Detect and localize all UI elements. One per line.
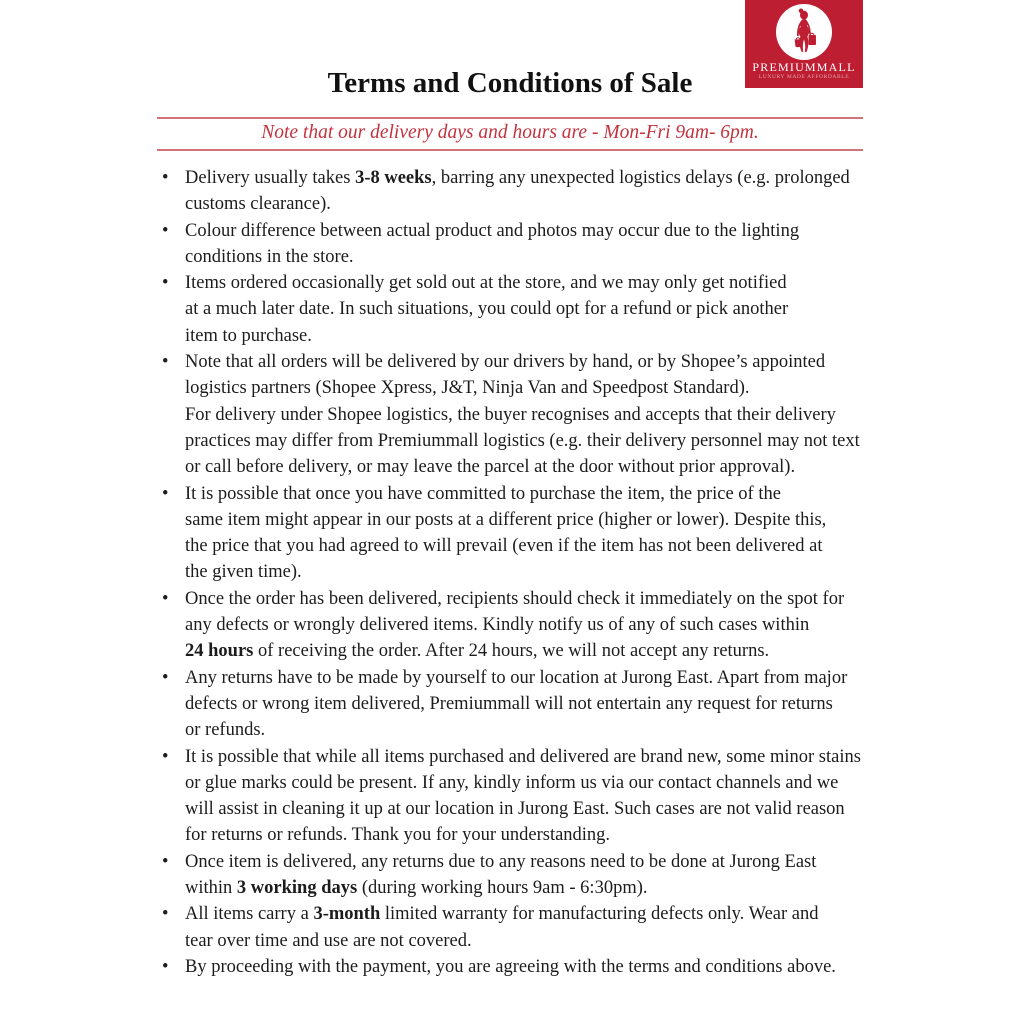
brand-tagline: LUXURY MADE AFFORDABLE (758, 74, 850, 80)
delivery-note-banner (157, 117, 863, 151)
delivery-note-text: Note that our delivery days and hours are - Mon-Fri 9am- 6pm. (261, 122, 759, 143)
brand-logo (745, 0, 863, 88)
list-item: • Once the order has been delivered, recipients should check it immediately on the spot for any defects or wrongly delivered items. Kindly notify us of any of such cases within 24 hours of receiving the order. After 24 hours, we will not accept any returns. (157, 586, 863, 665)
list-item: • It is possible that once you have committed to purchase the item, the price of the same item might appear in our posts at a different price (higher or lower). Despite this, the price that you had agreed to will prevail (even if the item has not been delivered at the given time). (157, 481, 863, 586)
brand-name: PREMIUMMALL (752, 60, 856, 74)
list-item: • By proceeding with the payment, you are agreeing with the terms and conditions above. (157, 954, 863, 980)
list-item: • Delivery usually takes 3-8 weeks, barring any unexpected logistics delays (e.g. prolonged customs clearance). (157, 165, 863, 218)
list-item: • Note that all orders will be delivered by our drivers by hand, or by Shopee’s appointed logistics partners (Shopee Xpress, J&T, Ninja Van and Speedpost Standard). For delivery under Shopee logistics, the buyer recognises and accepts that their delivery practices may differ from Premiummall logistics (e.g. their delivery personnel may not text or call before delivery, or may leave the parcel at the door without prior approval). (157, 349, 863, 480)
page-title: Terms and Conditions of Sale (327, 67, 693, 99)
list-item: • Colour difference between actual product and photos may occur due to the lighting conditions in the store. (157, 218, 863, 271)
terms-list (157, 165, 863, 980)
woman-shopper-silhouette-icon (776, 4, 832, 60)
list-item: • It is possible that while all items purchased and delivered are brand new, some minor stains or glue marks could be present. If any, kindly inform us via our contact channels and we will assist in cleaning it up at our location in Jurong East. Such cases are not valid reason for returns or refunds. Thank you for your understanding. (157, 744, 863, 849)
list-item: • Any returns have to be made by yourself to our location at Jurong East. Apart from major defects or wrong item delivered, Premiummall will not entertain any request for returns or refunds. (157, 665, 863, 744)
list-item: • Items ordered occasionally get sold out at the store, and we may only get notified at a much later date. In such situations, you could opt for a refund or pick another item to purchase. (157, 270, 863, 349)
list-item: • Once item is delivered, any returns due to any reasons need to be done at Jurong East within 3 working days (during working hours 9am - 6:30pm). (157, 849, 863, 902)
document-page (157, 0, 863, 980)
list-item: • All items carry a 3-month limited warranty for manufacturing defects only. Wear and tear over time and use are not covered. (157, 901, 863, 954)
